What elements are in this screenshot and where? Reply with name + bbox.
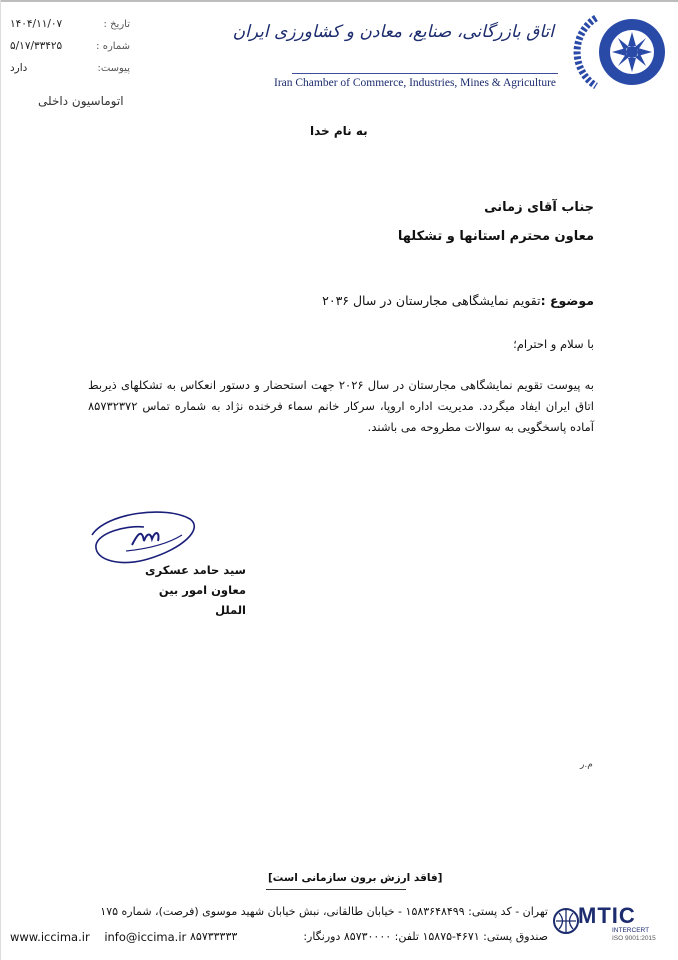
chamber-name-persian: اتاق بازرگانی، صنایع، معادن و کشاورزی ایران [232,22,554,42]
header-divider [292,73,558,74]
writer-initials: م.ر [580,760,593,770]
meta-date-label: تاریخ : [103,19,130,30]
email-link[interactable]: info@iccima.ir [104,930,187,944]
subject-line [322,293,594,308]
signer-block [130,560,246,620]
meta-date [10,8,130,30]
letter-meta [10,8,130,74]
mtic-wordmark: MTIC [578,903,636,928]
website-link[interactable]: www.iccima.ir [10,930,90,944]
mtic-subtitle: INTERCERT [612,927,650,934]
mtic-iso: ISO 9001:2015 [612,935,656,942]
recipient [398,193,594,251]
footer-pobox: صندوق پستی: ۴۶۷۱-۱۵۸۷۵ تلفن: ۸۵۷۳۰۰۰۰ دورنگار: [303,930,548,943]
notice-underline [266,889,406,890]
automation-label: اتوماسیون داخلی [38,94,124,108]
meta-number-label: شماره : [96,41,130,52]
subject-text: تقویم نمایشگاهی مجارستان در سال ۲۰۳۶ [322,293,541,308]
chamber-name-english: Iran Chamber of Commerce, Industries, Mines & Agriculture [274,77,556,89]
no-value-notice: [فاقد ارزش برون سازمانی است] [268,872,443,884]
recipient-name: جناب آقای زمانی [484,200,594,215]
bismillah: به نام خدا [310,124,368,138]
signer-title: معاون امور بین الملل [158,583,246,617]
top-border [0,0,678,2]
left-border [0,0,1,960]
footer-fax: ۸۵۷۳۳۳۳۳ [190,930,238,943]
letter-body: به پیوست تقویم نمایشگاهی مجارستان در سال ۲۰۲۶ جهت استحضار و دستور انعکاس به تشکلهای ذیربط اتاق ایران ایفاد میگردد. مدیریت اداره اروپا، سرکار خانم سماء فرخنده نژاد به شماره تماس ۸۵۷۳۲۳۷۲ آماده پاسخگویی به سوالات مطروحه می باشند. [88,378,594,434]
meta-number [10,30,130,52]
subject-label: موضوع : [540,293,594,308]
meta-attachment [10,52,130,74]
signer-name: سید حامد عسکری [145,563,246,577]
meta-date-value: ۱۴۰۴/۱۱/۰۷ [10,18,63,30]
meta-number-value: ۵/۱۷/۳۳۴۲۵ [10,40,63,52]
recipient-title: معاون محترم استانها و تشکلها [397,229,594,244]
meta-attachment-value: دارد [10,62,28,74]
footer-address: تهران - کد پستی: ۱۵۸۳۶۴۸۴۹۹ - خیابان طالقانی، نبش خیابان شهید موسوی (فرصت)، شماره ۱۷۵ [100,905,548,918]
meta-attachment-label: پیوست: [97,63,130,74]
footer-web [10,930,186,944]
globe-seal-icon [566,12,670,92]
greeting: با سلام و احترام؛ [513,337,594,351]
